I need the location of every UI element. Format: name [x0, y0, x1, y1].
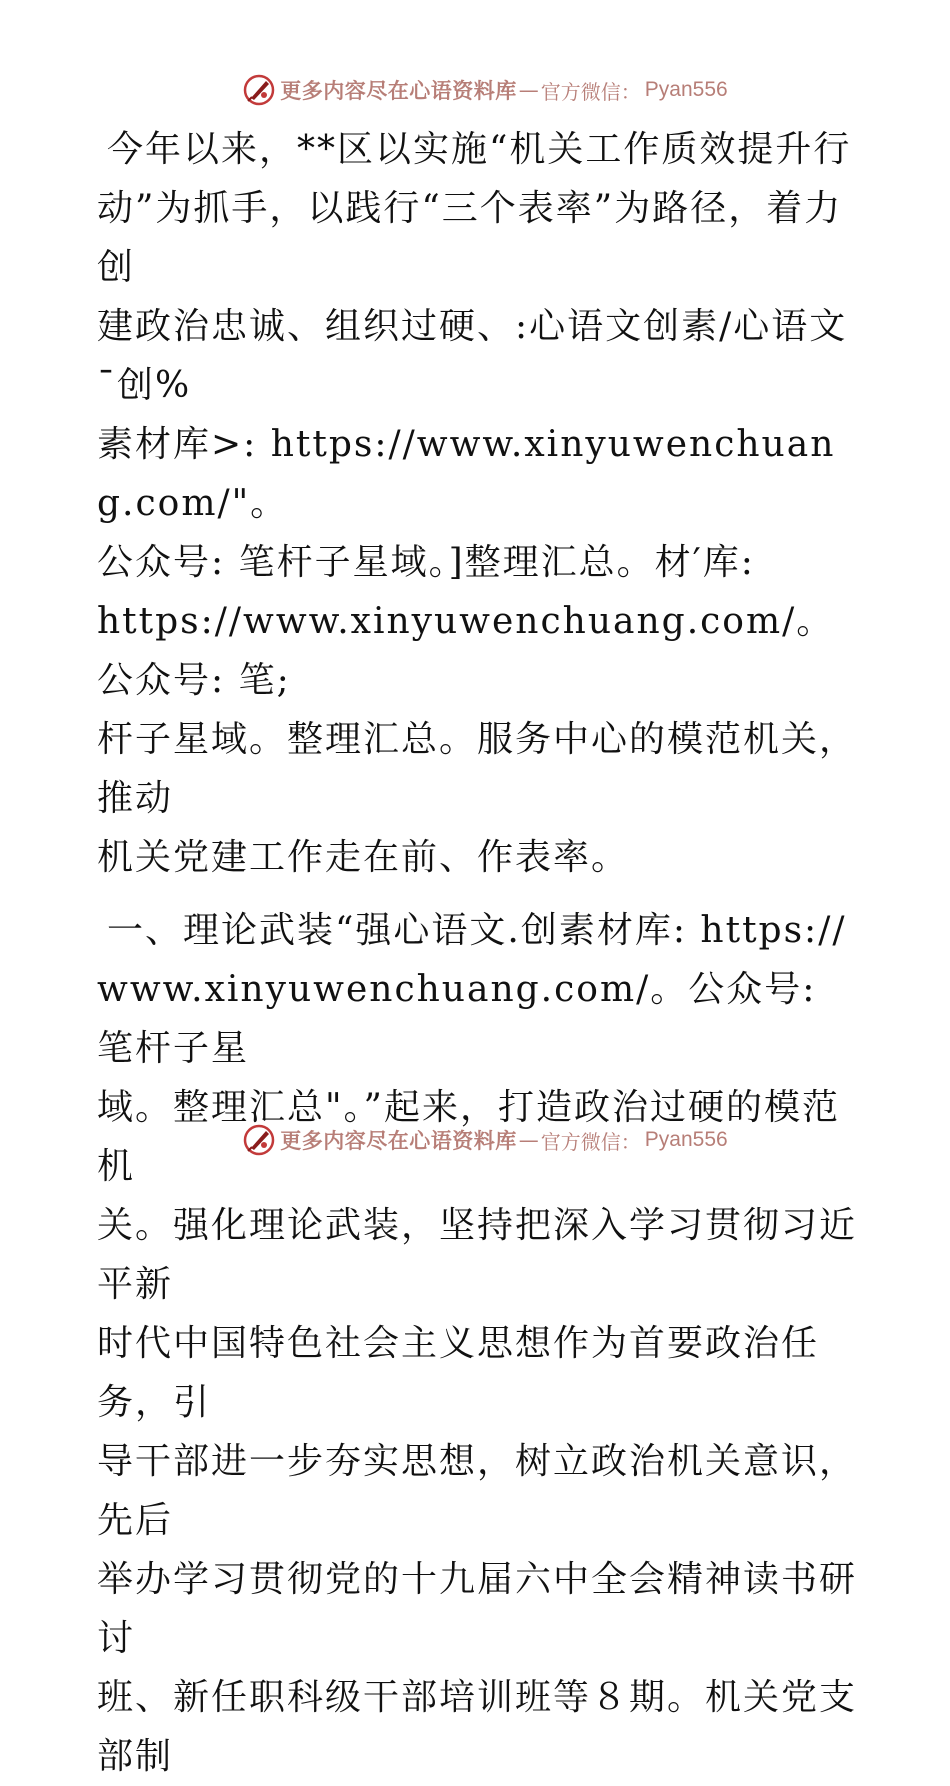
banner-content	[242, 1123, 727, 1157]
paragraph-intro: 今年以来，**区以实施“机关工作质效提升行 动”为抓手，以践行“三个表率”为路径，着力创 建政治忠诚、组织过硬、:心语文创素/心语文¯创% 素材库>: https://www.xinyuwenchuang.com/"。 公众号: 笔杆子星域。]整理汇总。材′库: https://www.xinyuwenchuang.com/。公众号: 笔; 杆子星域。整理汇总。服务中心的模范机关，推动 机关党建工作走在前、作表率。	[97, 129, 858, 878]
banner-wechat-id: Pyan556	[644, 78, 728, 101]
banner-separator: —	[518, 78, 539, 102]
paragraph-section-one: 一、理论武装“强心语文.创素材库: https:// www.xinyuwenchuang.com/。公众号: 笔杆子星 域。整理汇总"。”起来，打造政治过硬的模范机 关。强化理论武装，坚持把深入学习贯彻习近平新 时代中国特色社会主义思想作为首要政治任务，引 导干部进一步夯实思想，树立政治机关意识，先后 举办学习贯彻党的十九届六中全会精神读书研讨 班、新任职科级干部培训班等８期。机关党支部制	[97, 910, 858, 1777]
header-banner	[0, 72, 950, 108]
banner-content	[242, 73, 727, 107]
banner-wechat-label: 官方微信：	[540, 1129, 641, 1154]
banner-main-text: 更多内容尽在心语资料库	[280, 78, 517, 103]
footer-banner	[0, 1122, 950, 1158]
quill-pen-logo-icon	[242, 1123, 276, 1157]
banner-main-text: 更多内容尽在心语资料库	[280, 1128, 517, 1153]
banner-wechat-id: Pyan556	[644, 1128, 728, 1151]
banner-separator: —	[518, 1128, 539, 1152]
banner-wechat-label: 官方微信：	[540, 79, 641, 104]
document-body	[97, 120, 857, 1786]
quill-pen-logo-icon	[242, 73, 276, 107]
